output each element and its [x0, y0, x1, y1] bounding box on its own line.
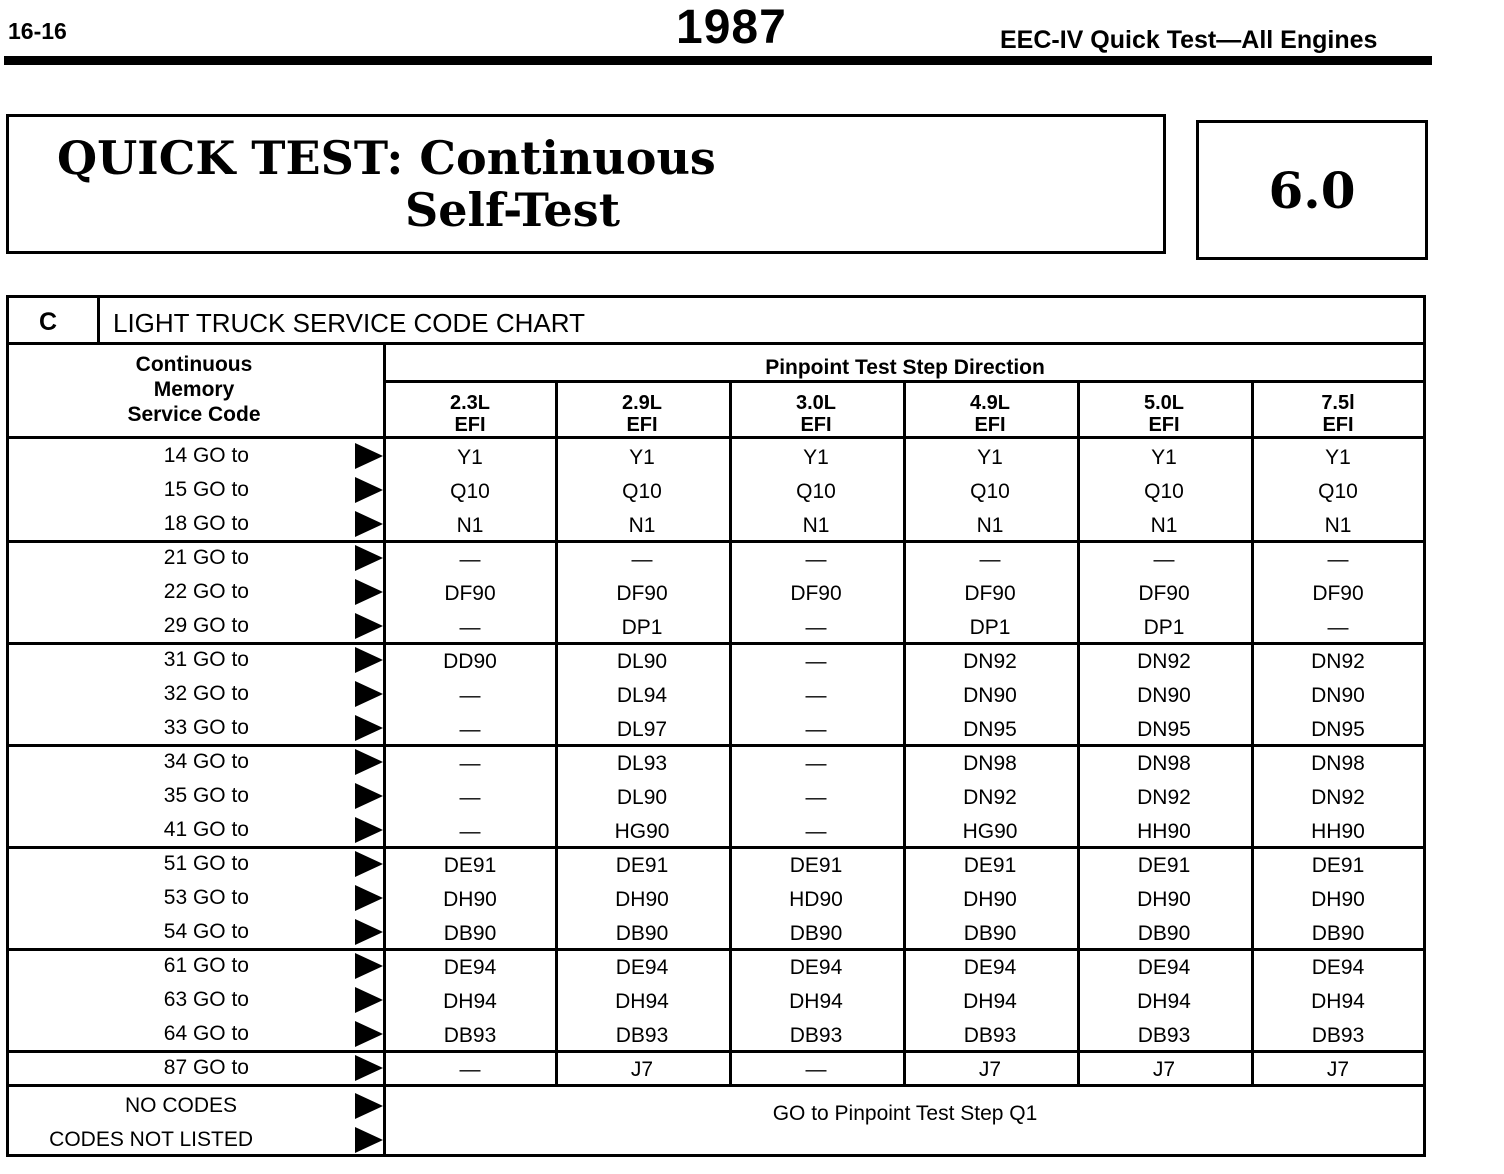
column-type: EFI [1148, 414, 1180, 436]
arrow-right-icon [355, 783, 383, 809]
service-code-label: 31 GO to [163, 648, 249, 671]
footer-note: GO to Pinpoint Test Step Q1 [772, 1102, 1038, 1125]
table-cell: DH90 [443, 888, 497, 911]
table-cell: DN98 [1137, 752, 1191, 775]
table-cell: DE94 [789, 956, 843, 979]
row-group-rule [9, 846, 1423, 849]
table-cell: DL93 [616, 752, 668, 775]
chart-letter: C [39, 308, 58, 336]
table-cell: — [459, 684, 481, 707]
table-cell: — [979, 548, 1001, 571]
service-code-label: 14 GO to [163, 444, 249, 467]
arrow-right-icon [355, 749, 383, 775]
table-cell: DH94 [789, 990, 843, 1013]
table-cell: DH94 [1137, 990, 1191, 1013]
table-cell: — [805, 718, 827, 741]
arrow-right-icon [355, 443, 383, 469]
table-cell: DH94 [1311, 990, 1365, 1013]
row-group-rule [9, 1050, 1423, 1053]
row-group-rule [9, 948, 1423, 951]
service-code-label: 29 GO to [163, 614, 249, 637]
chart-title: LIGHT TRUCK SERVICE CODE CHART [113, 308, 585, 338]
table-cell: DE91 [443, 854, 497, 877]
table-cell: DB90 [963, 922, 1017, 945]
service-code-label: 63 GO to [163, 988, 249, 1011]
title-box [6, 114, 1166, 254]
table-cell: DN92 [963, 786, 1017, 809]
page-number: 16-16 [8, 18, 67, 44]
service-code-label: 87 GO to [163, 1056, 249, 1079]
table-cell: DB93 [963, 1024, 1017, 1047]
table-cell: DF90 [1138, 582, 1190, 605]
table-cell: DH90 [615, 888, 669, 911]
table-cell: Q10 [450, 480, 490, 503]
table-cell: DN95 [1311, 718, 1365, 741]
arrow-right-icon [355, 817, 383, 843]
header-rule [4, 56, 1432, 65]
table-cell: DF90 [1312, 582, 1364, 605]
column-engine: 4.9L [969, 392, 1011, 414]
service-code-label: 32 GO to [163, 682, 249, 705]
table-cell: DD90 [443, 650, 497, 673]
section-box [1196, 120, 1428, 260]
table-cell: DF90 [444, 582, 496, 605]
section-number: 6.0 [1268, 160, 1356, 220]
table-cell: DB90 [789, 922, 843, 945]
column-type: EFI [1322, 414, 1354, 436]
table-cell: DN95 [963, 718, 1017, 741]
table-cell: DN92 [1311, 650, 1365, 673]
service-code-label: 18 GO to [163, 512, 249, 535]
table-cell: DL90 [616, 650, 668, 673]
table-cell: — [805, 1058, 827, 1081]
table-cell: — [631, 548, 653, 571]
memory-service-code-header: Continuous Memory Service Code [127, 353, 261, 426]
table-cell: DB90 [1311, 922, 1365, 945]
table-cell: DL94 [616, 684, 668, 707]
table-cell: DE91 [963, 854, 1017, 877]
table-cell: — [459, 616, 481, 639]
table-cell: Y1 [629, 446, 655, 469]
table-cell: N1 [1324, 514, 1352, 537]
header-title: EEC-IV Quick Test—All Engines [1000, 26, 1378, 54]
column-header [1079, 392, 1249, 436]
table-cell: DN95 [1137, 718, 1191, 741]
table-cell: Y1 [1325, 446, 1351, 469]
table-cell: DE91 [615, 854, 669, 877]
table-cell: DH94 [963, 990, 1017, 1013]
service-code-label: 35 GO to [163, 784, 249, 807]
column-header [905, 392, 1075, 436]
arrow-right-icon [355, 545, 383, 571]
table-cell: J7 [1152, 1058, 1176, 1081]
table-cell: DH90 [963, 888, 1017, 911]
arrow-right-icon [355, 647, 383, 673]
table-cell: DH94 [443, 990, 497, 1013]
table-cell: — [459, 786, 481, 809]
table-cell: — [1153, 548, 1175, 571]
service-code-label: 34 GO to [163, 750, 249, 773]
table-cell: DF90 [616, 582, 668, 605]
service-code-label: 21 GO to [163, 546, 249, 569]
table-cell: DN92 [963, 650, 1017, 673]
table-cell: DN92 [1137, 786, 1191, 809]
table-cell: — [805, 786, 827, 809]
service-code-label: 15 GO to [163, 478, 249, 501]
table-cell: N1 [456, 514, 484, 537]
table-cell: N1 [976, 514, 1004, 537]
table-cell: DE91 [1137, 854, 1191, 877]
table-cell: Q10 [796, 480, 836, 503]
title-line-1: QUICK TEST: Continuous [57, 131, 716, 185]
table-cell: DE91 [789, 854, 843, 877]
table-cell: HG90 [614, 820, 670, 843]
table-cell: J7 [630, 1058, 654, 1081]
table-cell: DN98 [1311, 752, 1365, 775]
column-engine: 5.0L [1143, 392, 1185, 414]
arrow-right-icon [355, 477, 383, 503]
table-cell: DN90 [1137, 684, 1191, 707]
column-header [731, 392, 901, 436]
table-cell: DB93 [1311, 1024, 1365, 1047]
service-code-label: 22 GO to [163, 580, 249, 603]
chart-letter-divider [97, 298, 100, 344]
service-code-label: 53 GO to [163, 886, 249, 909]
column-engine: 2.3L [449, 392, 491, 414]
table-cell: DB93 [1137, 1024, 1191, 1047]
service-code-label: 41 GO to [163, 818, 249, 841]
table-cell: DE94 [1311, 956, 1365, 979]
pinpoint-header: Pinpoint Test Step Direction [765, 356, 1045, 379]
table-cell: N1 [802, 514, 830, 537]
footer-label: NO CODES [124, 1094, 237, 1117]
table-cell: Q10 [1318, 480, 1358, 503]
arrow-right-icon [355, 579, 383, 605]
column-engine: 2.9L [621, 392, 663, 414]
row-group-rule [9, 744, 1423, 747]
table-cell: DB90 [1137, 922, 1191, 945]
table-cell: DN92 [1137, 650, 1191, 673]
table-cell: DF90 [790, 582, 842, 605]
column-engine: 3.0L [795, 392, 837, 414]
arrow-right-icon [355, 851, 383, 877]
table-cell: DE94 [963, 956, 1017, 979]
table-cell: HG90 [962, 820, 1018, 843]
year: 1987 [676, 1, 787, 54]
column-header [1253, 392, 1423, 436]
arrow-right-icon [355, 1055, 383, 1081]
table-cell: — [805, 650, 827, 673]
table-cell: — [805, 752, 827, 775]
table-cell: — [1327, 616, 1349, 639]
table-cell: J7 [1326, 1058, 1350, 1081]
table-cell: HH90 [1311, 820, 1365, 843]
table-cell: Q10 [622, 480, 662, 503]
table-cell: — [459, 718, 481, 741]
table-cell: DE94 [1137, 956, 1191, 979]
service-code-label: 54 GO to [163, 920, 249, 943]
table-cell: DP1 [621, 616, 663, 639]
title-line-2: Self-Test [405, 183, 620, 237]
table-cell: Y1 [1151, 446, 1177, 469]
service-code-label: 61 GO to [163, 954, 249, 977]
arrow-right-icon [355, 1021, 383, 1047]
table-cell: J7 [978, 1058, 1002, 1081]
table-cell: — [459, 752, 481, 775]
column-type: EFI [454, 414, 486, 436]
arrow-right-icon [355, 885, 383, 911]
table-cell: N1 [628, 514, 656, 537]
table-cell: DE94 [615, 956, 669, 979]
table-cell: — [459, 1058, 481, 1081]
table-cell: DE91 [1311, 854, 1365, 877]
table-cell: DB93 [443, 1024, 497, 1047]
table-cell: — [805, 548, 827, 571]
arrow-right-icon [355, 919, 383, 945]
table-cell: DN90 [963, 684, 1017, 707]
column-header-rule [9, 436, 1423, 439]
arrow-right-icon [355, 1127, 383, 1153]
table-cell: DL90 [616, 786, 668, 809]
footer-label: CODES NOT LISTED [49, 1128, 253, 1151]
table-cell: DH90 [1137, 888, 1191, 911]
arrow-right-icon [355, 987, 383, 1013]
table-cell: DN98 [963, 752, 1017, 775]
table-cell: — [459, 548, 481, 571]
table-cell: Y1 [457, 446, 483, 469]
arrow-right-icon [355, 1093, 383, 1119]
table-cell: DH94 [615, 990, 669, 1013]
row-group-rule [9, 1084, 1423, 1087]
service-code-label: 51 GO to [163, 852, 249, 875]
table-cell: — [805, 684, 827, 707]
table-cell: Q10 [1144, 480, 1184, 503]
service-code-label: 64 GO to [163, 1022, 249, 1045]
column-engine: 7.5l [1321, 392, 1355, 414]
table-cell: DN90 [1311, 684, 1365, 707]
table-cell: DH90 [1311, 888, 1365, 911]
table-cell: DN92 [1311, 786, 1365, 809]
arrow-right-icon [355, 511, 383, 537]
table-cell: — [805, 820, 827, 843]
row-group-rule [9, 642, 1423, 645]
table-cell: — [1327, 548, 1349, 571]
table-cell: DP1 [1143, 616, 1185, 639]
table-cell: DF90 [964, 582, 1016, 605]
column-type: EFI [626, 414, 658, 436]
arrow-right-icon [355, 715, 383, 741]
table-cell: HH90 [1137, 820, 1191, 843]
table-cell: N1 [1150, 514, 1178, 537]
table-cell: — [805, 616, 827, 639]
table-cell: DP1 [969, 616, 1011, 639]
arrow-right-icon [355, 953, 383, 979]
service-code-label: 33 GO to [163, 716, 249, 739]
row-group-rule [9, 540, 1423, 543]
arrow-right-icon [355, 681, 383, 707]
table-cell: DL97 [616, 718, 668, 741]
column-header [557, 392, 727, 436]
column-type: EFI [974, 414, 1006, 436]
column-header [385, 392, 555, 436]
table-cell: Y1 [977, 446, 1003, 469]
table-cell: Q10 [970, 480, 1010, 503]
arrow-right-icon [355, 613, 383, 639]
table-cell: Y1 [803, 446, 829, 469]
chart-title-rule [9, 342, 1423, 345]
table-cell: DB90 [615, 922, 669, 945]
table-cell: HD90 [789, 888, 843, 911]
column-type: EFI [800, 414, 832, 436]
service-code-chart [6, 295, 1426, 1157]
table-cell: — [459, 820, 481, 843]
table-cell: DB90 [443, 922, 497, 945]
table-cell: DB93 [615, 1024, 669, 1047]
table-cell: DE94 [443, 956, 497, 979]
table-cell: DB93 [789, 1024, 843, 1047]
